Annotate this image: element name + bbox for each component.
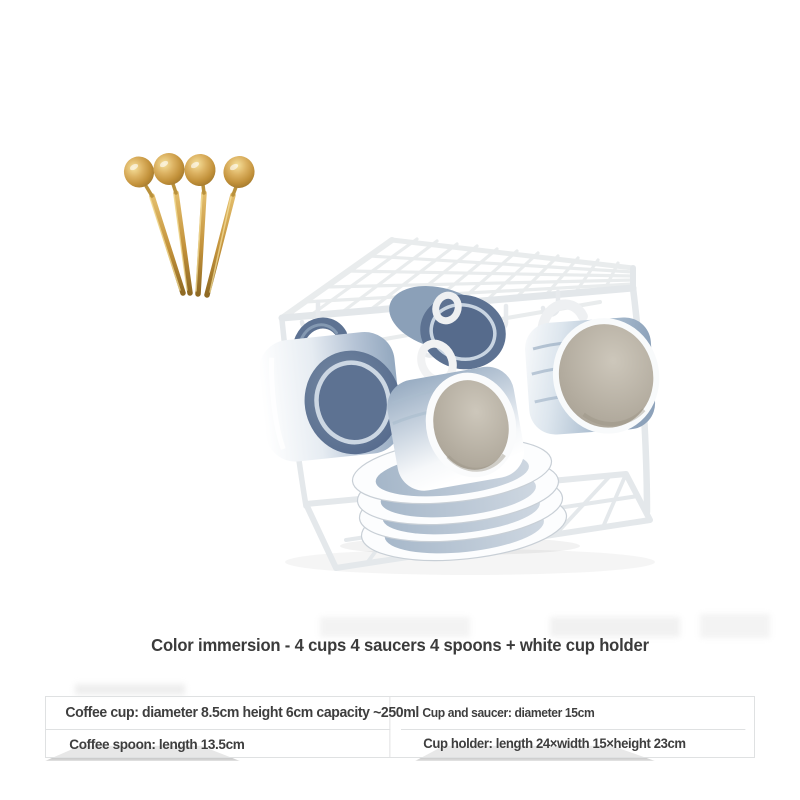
spec-cup-holder: Cup holder: length 24×width 15×height 23cm [423, 736, 686, 751]
gold-spoons [120, 151, 259, 295]
coffee-cup-front [383, 338, 529, 495]
spec-coffee-cup: Coffee cup: diameter 8.5cm height 6cm capacity ~250ml [46, 697, 390, 730]
spec-coffee-spoon: Coffee spoon: length 13.5cm [46, 730, 390, 757]
coffee-cup-right [522, 298, 667, 443]
ghost-band-4 [75, 684, 185, 695]
spec-cup-and-saucer: Cup and saucer: diameter 15cm [401, 697, 745, 730]
spec-table [45, 696, 755, 758]
product-caption: Color immersion - 4 cups 4 saucers 4 spoons + white cup holder [151, 635, 649, 655]
spoon [151, 151, 190, 293]
